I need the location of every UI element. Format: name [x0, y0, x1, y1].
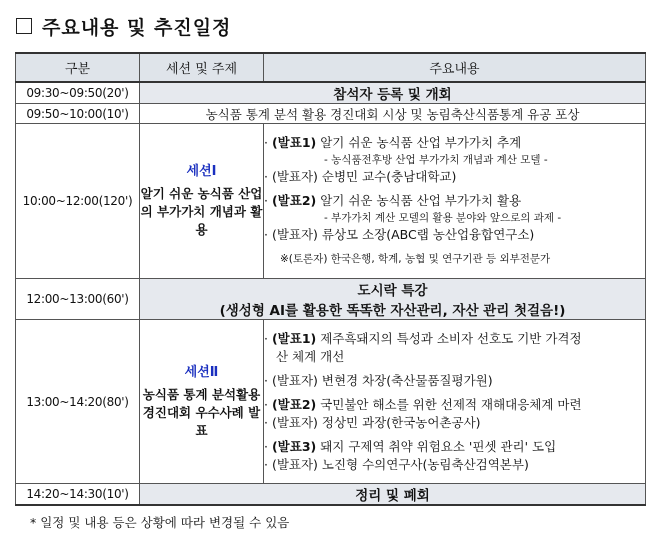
session-items — [264, 320, 646, 484]
table-header-row — [16, 53, 646, 82]
checkbox-square-icon — [16, 18, 32, 34]
header-content: 주요내용 — [264, 53, 646, 82]
discussant-note: ※(토론자) 한국은행, 학계, 농협 및 연구기관 등 외부전문가 — [280, 253, 551, 265]
table-row — [16, 82, 646, 104]
header-division: 구분 — [16, 53, 140, 82]
row-time: 09:30~09:50(20') — [16, 82, 140, 104]
session-topic: 농식품 통계 분석활용 경진대회 우수사례 발표 — [142, 386, 261, 438]
list-subitem: - 농식품전후방 산업 부가가치 개념과 계산 모델 - — [324, 154, 548, 166]
row-content: 농식품 통계 분석 활용 경진대회 시상 및 농림축산식품통계 유공 포상 — [140, 104, 646, 124]
table-row — [16, 484, 646, 506]
list-item: · (발표자) 변현경 차장(축산물품질평가원) — [264, 372, 493, 388]
row-content: 정리 및 폐회 — [140, 484, 646, 506]
session-topic: 알기 쉬운 농식품 산업의 부가가치 개념과 활용 — [140, 186, 263, 237]
row-time: 10:00~12:00(120') — [16, 124, 140, 279]
row-content — [140, 279, 646, 320]
list-item: · (발표2) 국민불안 해소를 위한 선제적 재해대응체계 마련 — [264, 396, 582, 412]
table-row — [16, 104, 646, 124]
session-name: 세션Ⅰ — [186, 164, 217, 179]
row-time: 14:20~14:30(10') — [16, 484, 140, 506]
footnote: * 일정 및 내용 등은 상황에 따라 변경될 수 있음 — [30, 515, 290, 530]
row-time: 09:50~10:00(10') — [16, 104, 140, 124]
page-title-text: 주요내용 및 추진일정 — [42, 16, 232, 39]
row-time: 12:00~13:00(60') — [16, 279, 140, 320]
header-session: 세션 및 주제 — [140, 53, 264, 82]
list-item: · (발표1) 알기 쉬운 농식품 산업 부가가치 추계 — [264, 135, 522, 150]
list-item: · (발표자) 순병민 교수(충남대학교) — [264, 169, 457, 184]
session-cell — [140, 320, 264, 484]
row-time: 13:00~14:20(80') — [16, 320, 140, 484]
page-title — [16, 12, 231, 40]
row-content: 참석자 등록 및 개회 — [140, 82, 646, 104]
list-item: · (발표3) 돼지 구제역 취약 위험요소 '핀셋 관리' 도입 — [264, 438, 557, 454]
list-item: · (발표자) 노진형 수의연구사(농림축산검역본부) — [264, 456, 529, 472]
schedule-table — [15, 52, 646, 506]
list-item: · (발표자) 류상모 소장(ABC랩 농산업융합연구소) — [264, 227, 535, 242]
table-row — [16, 279, 646, 320]
session-items — [264, 124, 646, 279]
lecture-subtitle: (생성형 AI를 활용한 똑똑한 자산관리, 자산 관리 첫걸음!) — [219, 303, 566, 319]
list-subitem: - 부가가치 계산 모델의 활용 분야와 앞으로의 과제 - — [324, 212, 562, 224]
list-item: · (발표자) 정상민 과장(한국농어촌공사) — [264, 414, 481, 430]
session-cell — [140, 124, 264, 279]
session-name: 세션Ⅱ — [184, 364, 219, 380]
list-item: · (발표2) 알기 쉬운 농식품 산업 부가가치 활용 — [264, 193, 522, 208]
table-row — [16, 320, 646, 484]
table-row — [16, 124, 646, 279]
list-item-continued: 산 체계 개선 — [276, 348, 345, 364]
list-item: · (발표1) 제주흑돼지의 특성과 소비자 선호도 기반 가격정 — [264, 330, 582, 346]
lecture-title: 도시락 특강 — [357, 283, 428, 299]
